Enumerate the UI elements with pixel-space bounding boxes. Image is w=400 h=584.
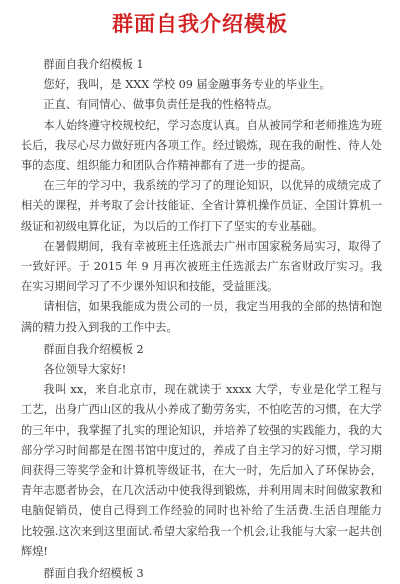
document-body [21,55,382,584]
document-title: 群面自我介绍模板 [112,12,288,36]
template-heading-2: 群面自我介绍模板 2 [43,342,144,356]
paragraph-greeting: 各位领导大家好! [43,363,127,377]
paragraph-closing: 请相信，如果我能成为贵公司的一员，我定当用我的全部的热情和饱满的精力投入到我的工作中去。 [21,300,382,334]
paragraph-attitude: 本人始终遵守校规校纪，学习态度认真。自从被同学和老师推选为班长后，我尽心尽力做好班内各项工作。经过锻炼，现在我的耐性、待人处事的态度、组织能力和团队合作精神都有了进一步的提高。 [21,118,382,173]
paragraph-character: 正直、有同情心、做事负责任是我的性格特点。 [43,98,279,112]
template-heading-1: 群面自我介绍模板 1 [43,58,144,71]
paragraph-internship: 在暑假期间，我有幸被班主任选派去广州市国家税务局实习，取得了一致好评。于 2015 年 9 月再次被班主任选派去广东省财政厅实习。我在实习期间学习了不少课外知识和技能，受益匪浅。 [21,239,382,294]
paragraph-study: 在三年的学习中，我系统的学习了的理论知识，以优异的成绩完成了相关的课程，并考取了会计技能证、全省计算机操作员证、全国计算机一级证和初级电算化证，为以后的工作打下了坚实的专业基础。 [21,179,382,233]
paragraph-intro: 您好，我叫，是 XXX 学校 09 届金融事务专业的毕业生。 [43,78,331,92]
template-heading-3: 群面自我介绍模板 3 [43,567,144,581]
paragraph-self-intro-2: 我叫 xx，来自北京市，现在就读于 xxxx 大学，专业是化学工程与工艺，出身广西山区的我从小养成了勤劳务实，不怕吃苦的习惯，在大学的三年中，我掌握了扎实的理论知识，并培养了较强的实践能力，我的大部分学习时间都是在图书馆中度过的，养成了自主学习的好习惯，学习期间获得三等奖学金和计算机等级证书，在大一时，先后加入了环保协会，青年志愿者协会，在几次活动中使我得到锻炼，并利用周末时间做家教和电脑促销员，使自己得到工作经验的同时也补给了生活费.生活自理能力比较强.这次来到这里面试.希望大家给我一个机会,让我能与大家一起共创辉煌! [21,383,382,558]
